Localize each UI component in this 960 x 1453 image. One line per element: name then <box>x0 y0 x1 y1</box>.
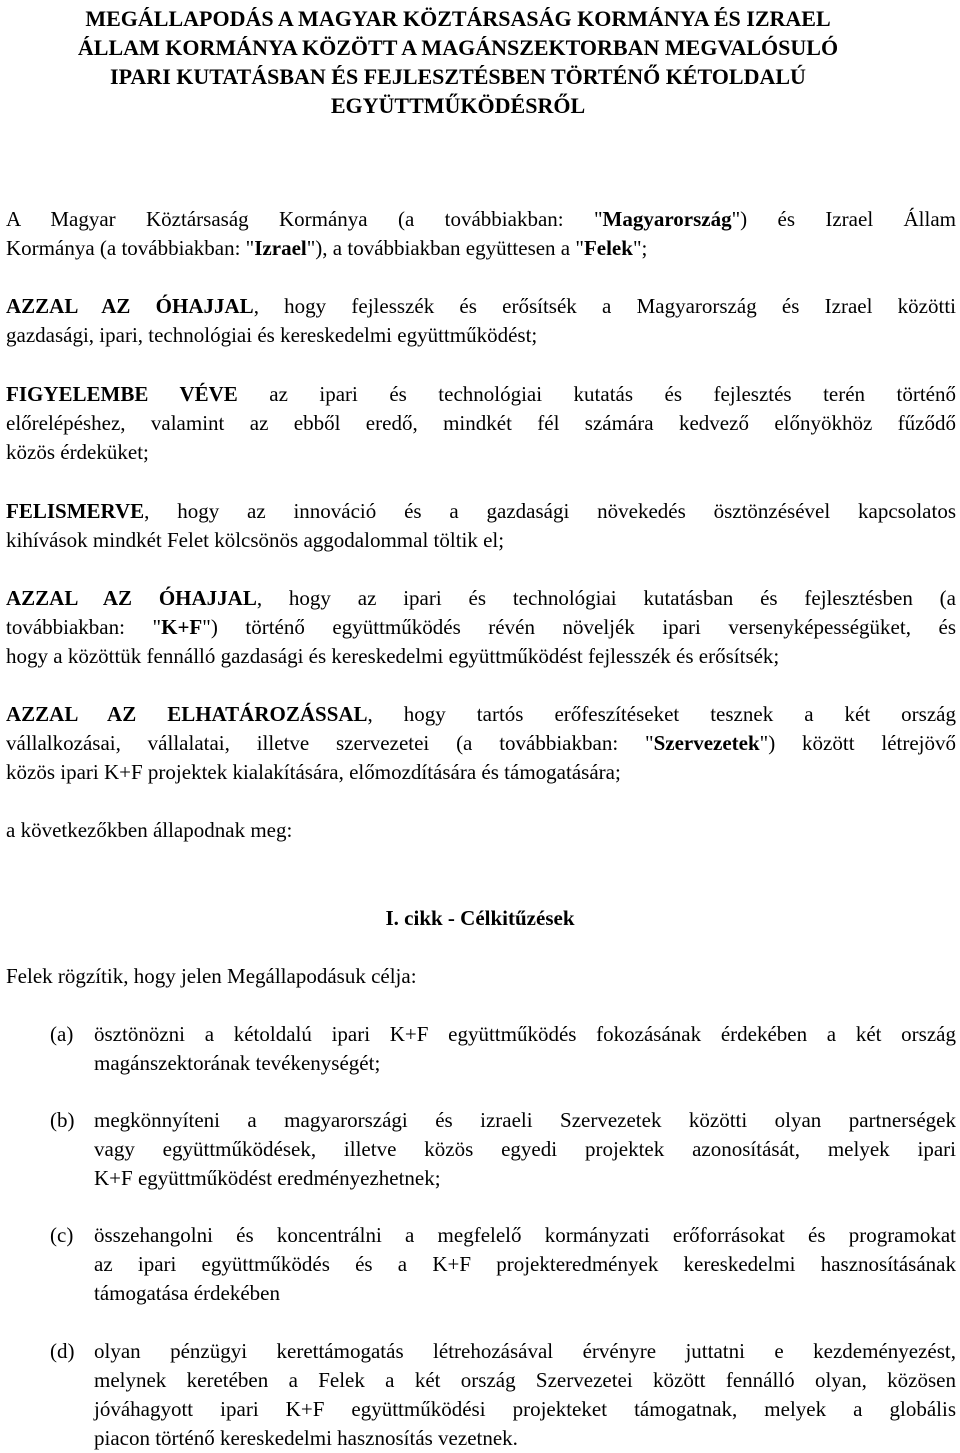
preamble-parties <box>6 205 956 263</box>
text: magánszektorának tevékenységét; <box>94 1051 381 1075</box>
text: összehangolni és koncentrálni a megfelelő kormányzati erőforrásokat és programokat <box>94 1223 956 1247</box>
list-item-label: (c) <box>50 1223 74 1247</box>
text: ösztönözni a kétoldalú ipari K+F együttműködés fokozásának érdekében a két ország <box>94 1022 956 1046</box>
article-intro <box>6 962 956 991</box>
defined-term: K+F <box>161 615 203 639</box>
defined-term: Felek <box>583 236 633 260</box>
text: vagy együttműködések, illetve közös egyedi projektek azonosítását, melyek ipari <box>94 1137 956 1161</box>
title-line: MEGÁLLAPODÁS A MAGYAR KÖZTÁRSASÁG KORMÁNYA ÉS IZRAEL <box>85 6 831 31</box>
defined-term: Szervezetek <box>653 731 760 755</box>
clause-lead: FELISMERVE <box>6 499 145 523</box>
text: ") és Izrael Állam <box>731 207 956 231</box>
text: közös érdeküket; <box>6 440 149 464</box>
text: A Magyar Köztársaság Kormánya (a továbbiakban: " <box>6 207 603 231</box>
text: olyan pénzügyi kerettámogatás létrehozásával érvényre juttatni e kezdeményezést, <box>94 1339 956 1363</box>
list-item-label: (b) <box>50 1108 75 1132</box>
preamble-closing <box>6 816 956 845</box>
text: vállalkozásai, vállalatai, illetve szervezetei (a továbbiakban: " <box>6 731 654 755</box>
text: ") között létrejövő <box>759 731 956 755</box>
text: a következőkben állapodnak meg: <box>6 818 293 842</box>
article-heading <box>0 904 960 933</box>
text: az ipari és technológiai kutatás és fejlesztés terén történő <box>237 382 956 406</box>
preamble-clause <box>6 292 956 350</box>
text: piacon történő kereskedelmi hasznosítás vezetnek. <box>94 1426 518 1450</box>
text: , hogy fejlesszék és erősítsék a Magyarország és Izrael közötti <box>253 294 957 318</box>
text: K+F együttműködést eredményezhetnek; <box>94 1166 441 1190</box>
list-item-body <box>94 1020 956 1078</box>
preamble-clause <box>6 700 956 787</box>
list-item-label: (d) <box>50 1339 75 1363</box>
clause-lead: FIGYELEMBE VÉVE <box>6 382 238 406</box>
text: Kormánya (a továbbiakban: " <box>6 236 255 260</box>
text: közös ipari K+F projektek kialakítására, előmozdítására és támogatására; <box>6 760 621 784</box>
list-item-label: (a) <box>50 1022 74 1046</box>
text: "), a továbbiakban együttesen a " <box>306 236 584 260</box>
text: jóváhagyott ipari K+F együttműködési projekteket támogatnak, melyek a globális <box>94 1397 956 1421</box>
clause-lead: AZZAL AZ ÓHAJJAL <box>6 586 257 610</box>
text: Felek rögzítik, hogy jelen Megállapodásuk célja: <box>6 964 417 988</box>
document-title <box>8 4 908 120</box>
preamble-clause <box>6 497 956 555</box>
clause-lead: AZZAL AZ ELHATÁROZÁSSAL <box>6 702 368 726</box>
text: kihívások mindkét Felet kölcsönös aggodalommal töltik el; <box>6 528 505 552</box>
defined-term: Magyarország <box>602 207 732 231</box>
preamble-clause <box>6 584 956 671</box>
text: hogy a közöttük fennálló gazdasági és kereskedelmi együttműködést fejlesszék és erősítsék; <box>6 644 780 668</box>
text: "; <box>632 236 648 260</box>
text: előrelépéshez, valamint az ebből eredő, mindkét fél számára kedvező előnyökhöz fűződő <box>6 411 956 435</box>
text: támogatása érdekében <box>94 1281 280 1305</box>
clause-lead: AZZAL AZ ÓHAJJAL <box>6 294 254 318</box>
title-line: EGYÜTTMŰKÖDÉSRŐL <box>330 93 586 118</box>
text: , hogy tartós erőfeszítéseket tesznek a két ország <box>367 702 956 726</box>
defined-term: Izrael <box>254 236 307 260</box>
text: továbbiakban: " <box>6 615 162 639</box>
text: gazdasági, ipari, technológiai és kereskedelmi együttműködést; <box>6 323 538 347</box>
list-item-body <box>94 1106 956 1193</box>
text: , hogy az ipari és technológiai kutatásban és fejlesztésben (a <box>256 586 956 610</box>
text: ") történő együttműködés révén növeljék ipari versenyképességüket, és <box>202 615 956 639</box>
list-item-body <box>94 1337 956 1453</box>
article-heading-text: I. cikk - Célkitűzések <box>385 906 575 930</box>
text: melynek keretében a Felek a két ország Szervezetei között fennálló olyan, közösen <box>94 1368 956 1392</box>
list-item-body <box>94 1221 956 1308</box>
text: megkönnyíteni a magyarországi és izraeli Szervezetek közötti olyan partnerségek <box>94 1108 956 1132</box>
text: , hogy az innováció és a gazdasági növekedés ösztönzésével kapcsolatos <box>144 499 956 523</box>
title-line: ÁLLAM KORMÁNYA KÖZÖTT A MAGÁNSZEKTORBAN MEGVALÓSULÓ <box>77 35 839 60</box>
preamble-clause <box>6 380 956 467</box>
text: az ipari együttműködés és a K+F projekteredmények kereskedelmi hasznosításának <box>94 1252 956 1276</box>
title-line: IPARI KUTATÁSBAN ÉS FEJLESZTÉSBEN TÖRTÉNŐ KÉTOLDALÚ <box>110 64 806 89</box>
